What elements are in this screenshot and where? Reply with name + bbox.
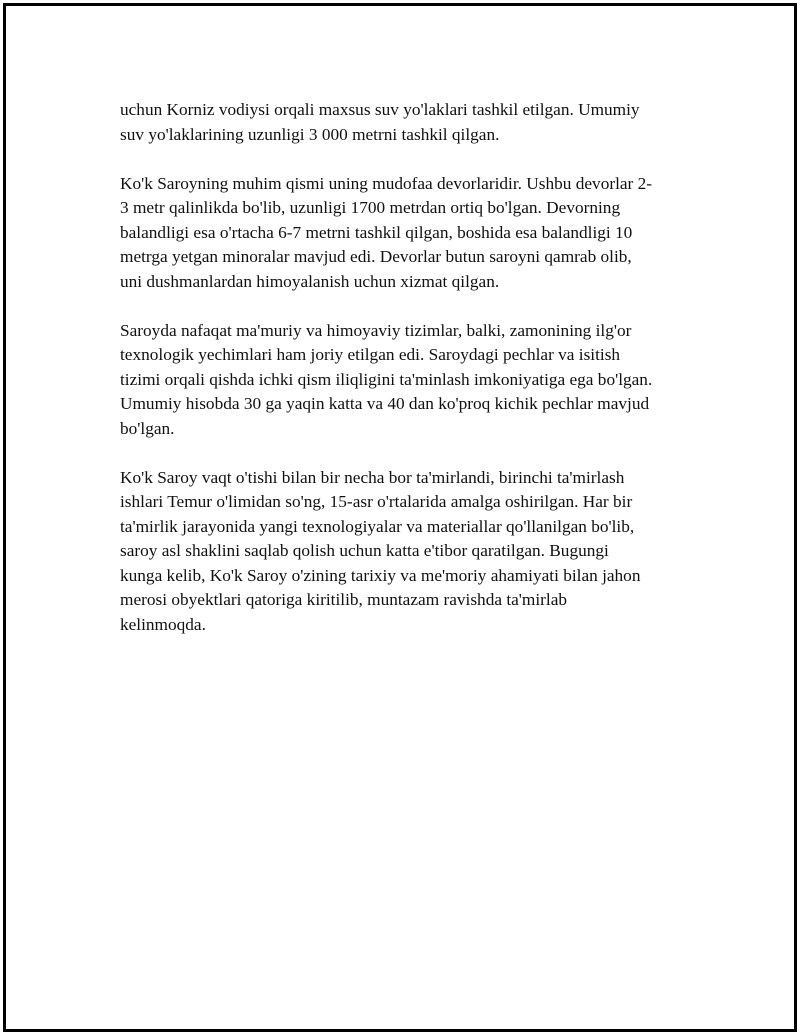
paragraph-defense-walls: Ko'k Saroyning muhim qismi uning mudofaa devorlaridir. Ushbu devorlar 2- 3 metr qalinlikda bo'lib, uzunligi 1700 metrdan ortiq bo'lgan. Devorning balandligi esa o'rtacha 6-7 metrni tashkil qilgan, boshida esa balandligi 10 metrga yetgan minoralar mavjud edi. Devorlar butun saroyni qamrab olib, uni dushmanlardan himoyalanish uchun xizmat qilgan. — [120, 173, 653, 291]
page-frame — [3, 3, 797, 1032]
paragraph-heating-systems: Saroyda nafaqat ma'muriy va himoyaviy tizimlar, balki, zamonining ilg'or texnologik yechimlari ham joriy etilgan edi. Saroydagi pechlar va isitish tizimi orqali qishda ichki qism iliqligini ta'minlash imkoniyatiga ega bo'lgan. Umumiy hisobda 30 ga yaqin katta va 40 dan ko'proq kichik pechlar mavjud bo'lgan. — [120, 320, 653, 438]
document-body — [120, 98, 700, 662]
paragraph-water-channels: uchun Korniz vodiysi orqali maxsus suv yo'laklari tashkil etilgan. Umumiy suv yo'laklarining uzunligi 3 000 metrni tashkil qilgan. — [120, 100, 640, 144]
paragraph-restoration: Ko'k Saroy vaqt o'tishi bilan bir necha bor ta'mirlandi, birinchi ta'mirlash ishlari Temur o'limidan so'ng, 15-asr o'rtalarida amalga oshirilgan. Har bir ta'mirlik jarayonida yangi texnologiyalar va materiallar qo'llanilgan bo'lib, saroy asl shaklini saqlab qolish uchun katta e'tibor qaratilgan. Bugungi kunga kelib, Ko'k Saroy o'zining tarixiy va me'moriy ahamiyati bilan jahon merosi obyektlari qatoriga kiritilib, muntazam ravishda ta'mirlab kelinmoqda. — [120, 467, 641, 634]
